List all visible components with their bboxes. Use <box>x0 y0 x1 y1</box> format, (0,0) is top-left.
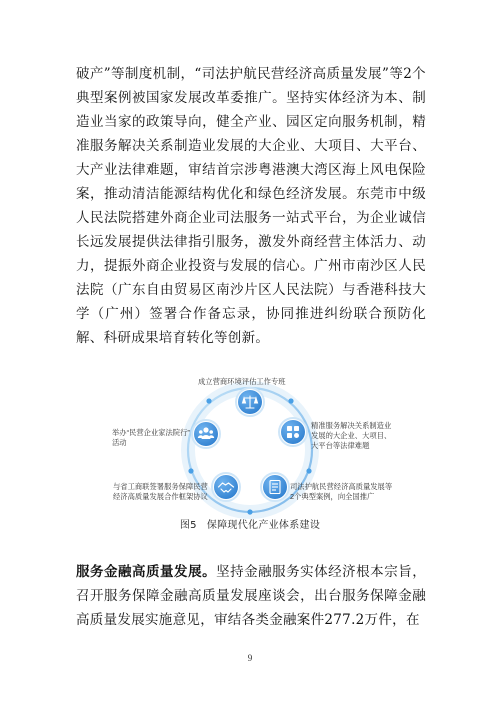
page-number: 9 <box>247 653 253 663</box>
ring-dot <box>188 468 193 473</box>
figure-label-line: 2个典型案例，向全国推广 <box>290 492 375 501</box>
figure-label-left2 <box>113 482 208 502</box>
paragraph-text: 坚持金融服务实体经济根本宗旨，召开服务保障金融高质量发展座谈会，出台服务保障金融高质量发展实施意见，审结各类金融案件277.2万件，在 <box>76 564 427 628</box>
node-right1 <box>279 418 307 446</box>
figure-label-line: 与省工商联签署服务保障民营 <box>113 482 208 491</box>
ring-dot <box>206 398 211 403</box>
node-left2 <box>212 473 240 501</box>
figure-label-right2 <box>290 482 392 502</box>
figure-label-line: 大平台等法律难题 <box>311 441 370 450</box>
figure-caption-title: 保障现代化产业体系建设 <box>206 520 321 531</box>
figure-label-line: 精准服务解决关系制造业 <box>311 421 392 430</box>
figure-label-line: 举办“民营企业家法院行” <box>112 428 190 437</box>
node-left1 <box>192 420 220 448</box>
node-top <box>236 388 264 416</box>
figure-label-line: 发展的大企业、大项目、 <box>311 431 392 440</box>
ring-dot <box>288 398 293 403</box>
figure-label-line: 司法护航民营经济高质量发展等 <box>290 482 393 491</box>
figure-caption <box>0 516 500 531</box>
ring-dot <box>306 468 311 473</box>
figure-label-line: 活动 <box>112 438 127 447</box>
figure-label-top: 成立营商环境评估工作专班 <box>198 377 286 386</box>
ring-dot <box>247 509 252 514</box>
body-paragraph: 破产”等制度机制，“司法护航民营经济高质量发展”等2个典型案例被国家发展改革委推广。坚持实体经济为本、制造业当家的政策导向，健全产业、园区定向服务机制，精准服务解决关系制造业发展的大企业、大项目、大平台、大产业法律难题，审结首宗涉粤港澳大湾区海上风电保险案，推动清洁能源结构优化和绿色经济发展。东莞市中级人民法院搭建外商企业司法服务一站式平台，为企业诚信长远发展提供法律指引服务，激发外商经营主体活力、动力，提振外商企业投资与发展的信心。广州市南沙区人民法院（广东自由贸易区南沙片区人民法院）与香港科技大学（广州）签署合作备忘录，协同推进纠纷联合预防化解、科研成果培育转化等创新。 <box>76 66 426 346</box>
figure-label-left1 <box>112 428 190 448</box>
figure-caption-number: 图5 <box>179 520 197 531</box>
node-right2 <box>261 473 289 501</box>
figure-label-line: 经济高质量发展合作框架协议 <box>113 492 208 501</box>
figure-label-right1 <box>311 421 391 451</box>
body-paragraph <box>76 560 426 632</box>
paragraph-lead-heading: 服务金融高质量发展。 <box>76 564 217 580</box>
